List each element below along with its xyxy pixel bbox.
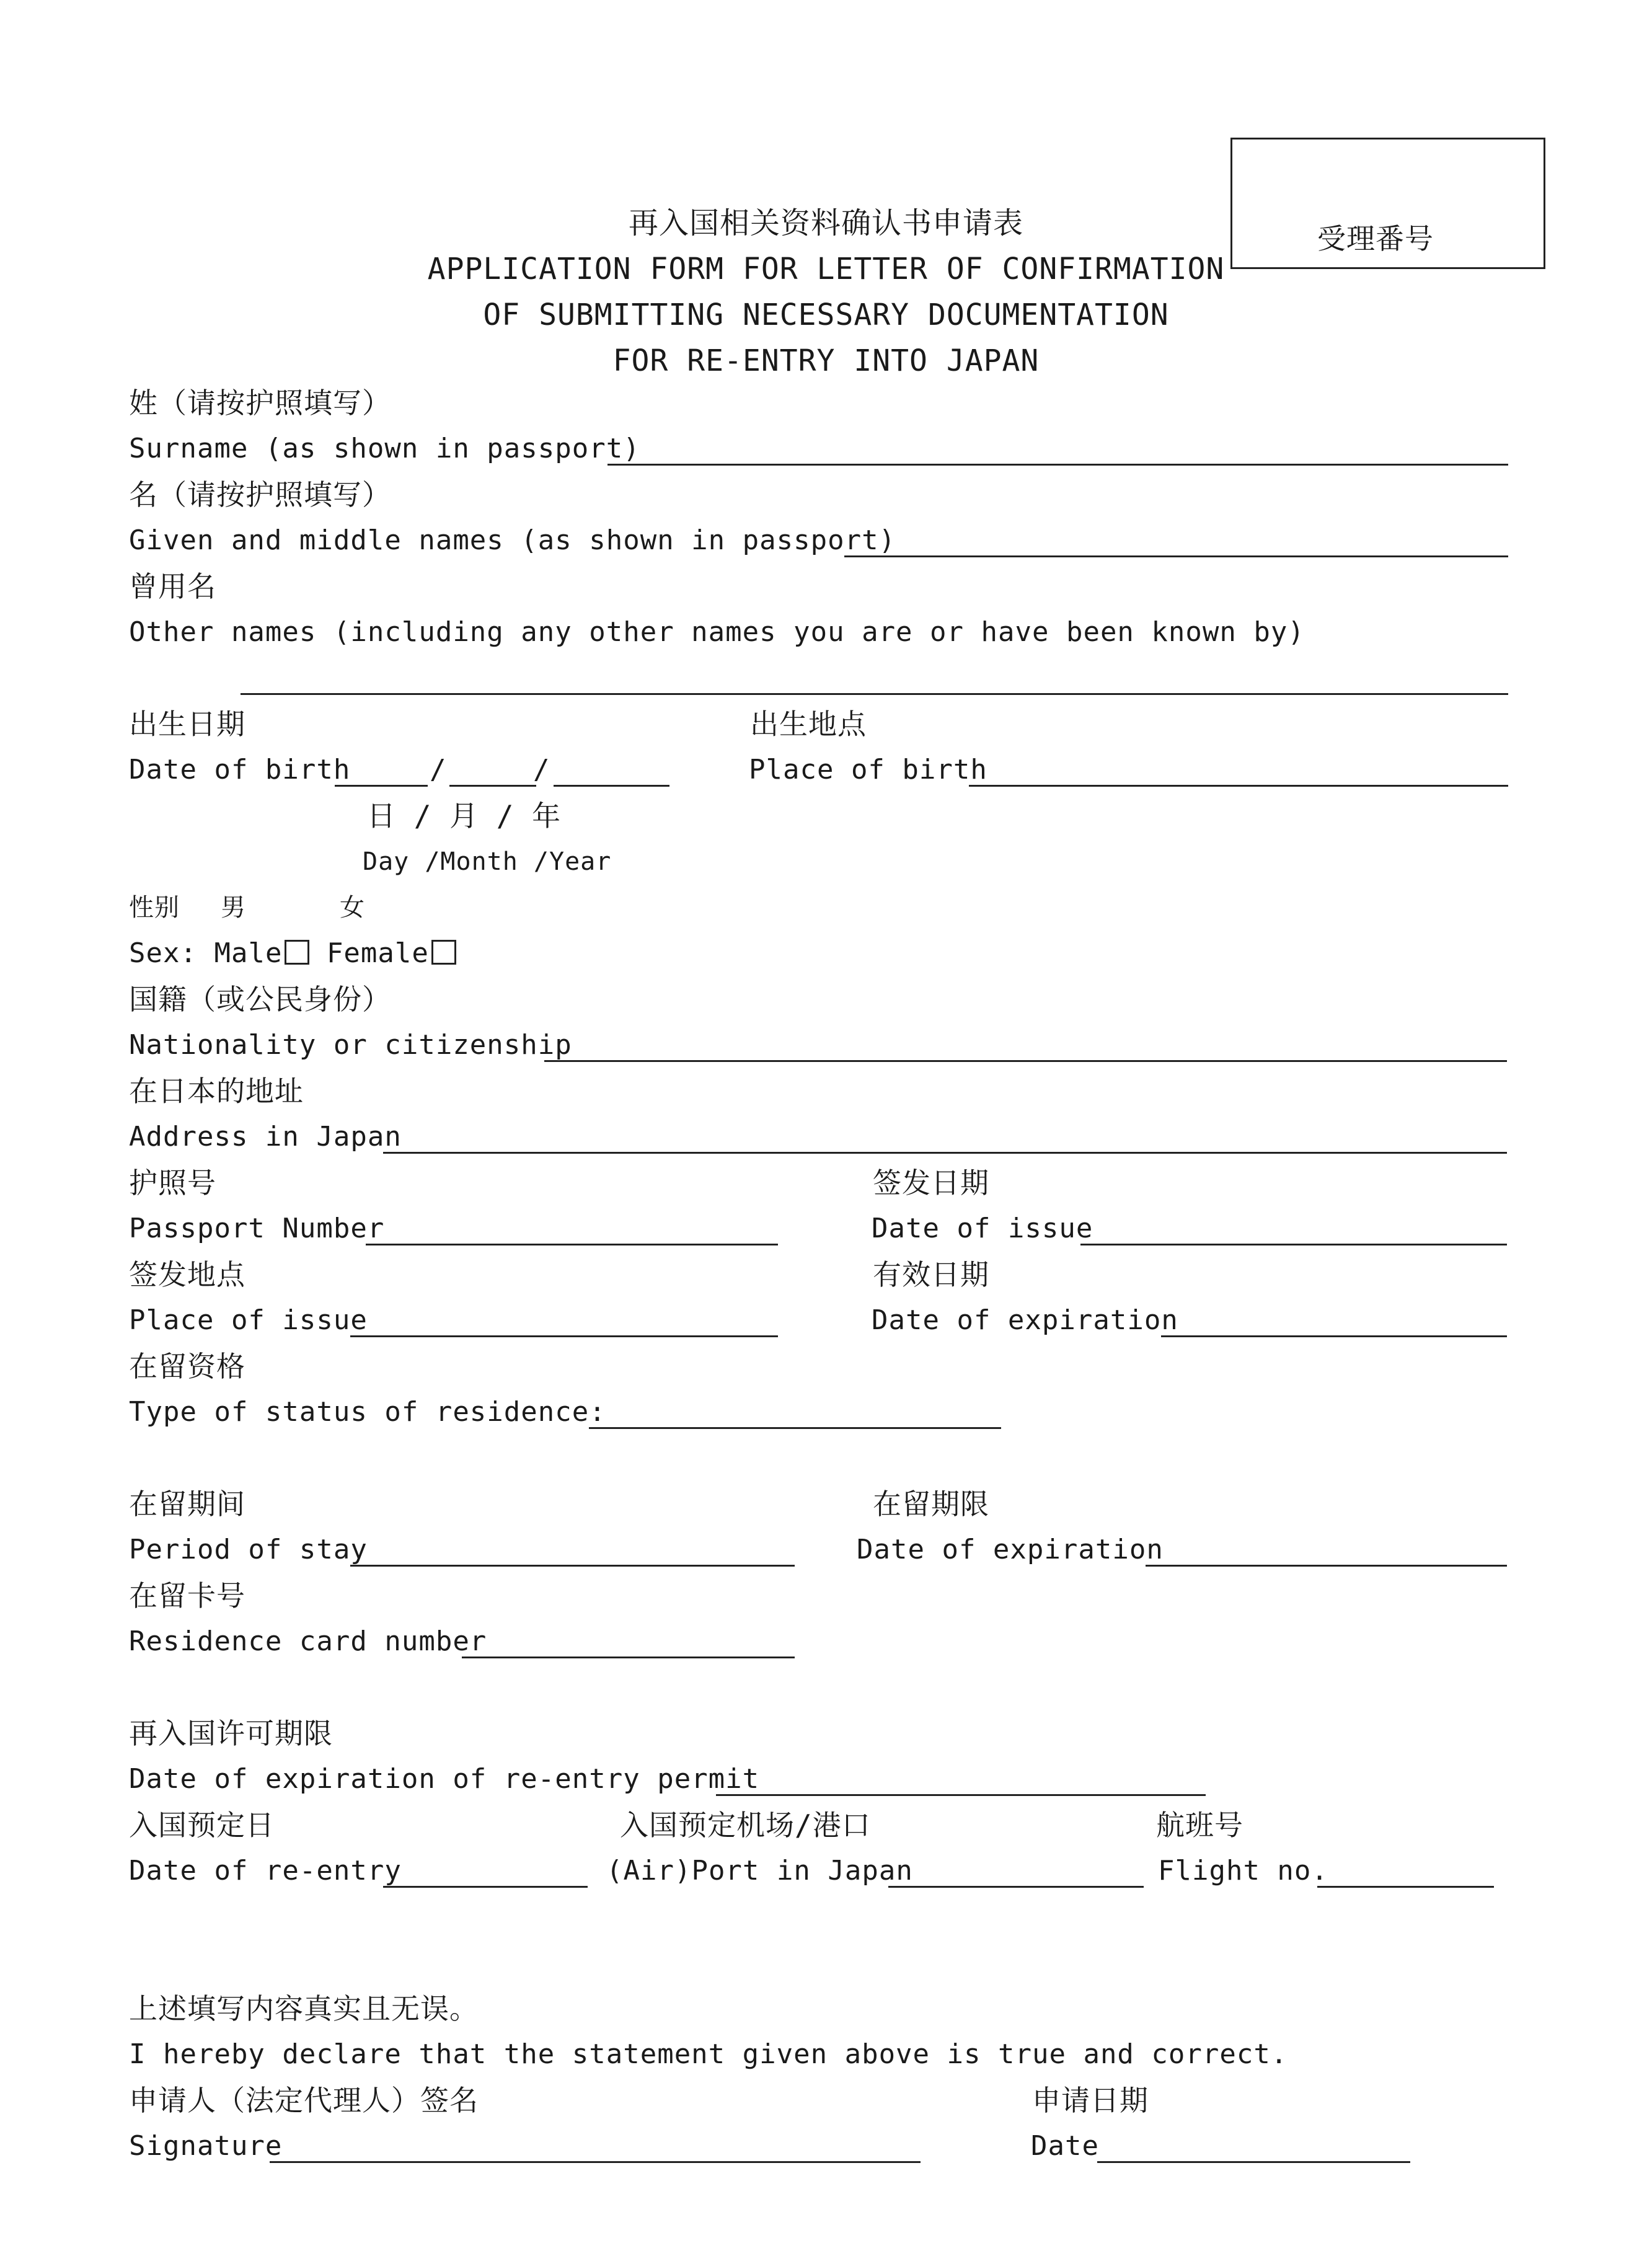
dob-format-en: Day /Month /Year — [363, 847, 612, 876]
sex-female-cn: 女 — [340, 893, 365, 922]
reentry-permit-field[interactable] — [716, 1794, 1206, 1796]
date-of-issue-label: Date of issue — [872, 1213, 1093, 1244]
passport-expiration-label: Date of expiration — [872, 1304, 1178, 1336]
stay-expiration-field[interactable] — [1146, 1565, 1507, 1567]
dob-label-cn: 出生日期 — [129, 707, 245, 741]
passport-expiration-field[interactable] — [1161, 1335, 1507, 1337]
reentry-permit-label-cn: 再入国许可期限 — [129, 1717, 333, 1750]
dob-separator-2: / — [533, 754, 550, 785]
pob-label: Place of birth — [749, 754, 987, 785]
port-field[interactable] — [888, 1886, 1144, 1888]
passport-number-label: Passport Number — [129, 1213, 385, 1244]
form-title-line2: OF SUBMITTING NECESSARY DOCUMENTATION — [483, 298, 1169, 332]
stay-expiration-label: Date of expiration — [857, 1534, 1164, 1565]
reentry-date-label-cn: 入国预定日 — [129, 1808, 275, 1842]
reentry-date-label: Date of re-entry — [129, 1855, 402, 1887]
reentry-permit-label: Date of expiration of re-entry permit — [129, 1763, 760, 1795]
receipt-number-label: 受理番号 — [1317, 222, 1434, 255]
sex-row — [129, 935, 456, 972]
port-label-cn: 入国预定机场/港口 — [620, 1808, 871, 1842]
given-names-label: Given and middle names (as shown in passport) — [129, 524, 896, 556]
period-of-stay-label-cn: 在留期间 — [129, 1487, 245, 1521]
given-names-field[interactable] — [844, 555, 1508, 557]
dob-month-field[interactable] — [449, 785, 536, 787]
sex-label-cn: 性别 — [129, 893, 180, 922]
application-date-label: Date — [1031, 2130, 1099, 2162]
sex-male-label: Male — [214, 937, 283, 969]
address-label: Address in Japan — [129, 1121, 402, 1152]
place-of-issue-field[interactable] — [350, 1335, 778, 1337]
residence-card-label-cn: 在留卡号 — [129, 1579, 245, 1612]
date-of-issue-field[interactable] — [1080, 1244, 1507, 1245]
stay-expiration-label-cn: 在留期限 — [873, 1487, 989, 1521]
date-of-issue-label-cn: 签发日期 — [873, 1166, 989, 1200]
place-of-issue-label-cn: 签发地点 — [129, 1258, 245, 1291]
flight-field[interactable] — [1317, 1886, 1494, 1888]
surname-field[interactable] — [607, 464, 1508, 466]
other-names-field[interactable] — [241, 693, 1508, 695]
sex-female-label: Female — [326, 937, 429, 969]
flight-label-cn: 航班号 — [1156, 1808, 1243, 1842]
dob-day-field[interactable] — [335, 785, 428, 787]
nationality-label-cn: 国籍（或公民身份） — [129, 983, 391, 1016]
declaration-en: I hereby declare that the statement given above is true and correct. — [129, 2038, 1288, 2070]
form-title-line1: APPLICATION FORM FOR LETTER OF CONFIRMATION — [427, 252, 1225, 286]
sex-male-checkbox[interactable] — [285, 940, 309, 965]
address-label-cn: 在日本的地址 — [129, 1074, 304, 1108]
application-date-label-cn: 申请日期 — [1032, 2084, 1149, 2117]
status-type-label: Type of status of residence: — [129, 1396, 606, 1428]
passport-expiration-label-cn: 有效日期 — [873, 1258, 989, 1291]
place-of-issue-label: Place of issue — [129, 1304, 368, 1336]
pob-field[interactable] — [969, 785, 1508, 787]
address-field[interactable] — [383, 1152, 1507, 1154]
given-names-label-cn: 名（请按护照填写） — [129, 478, 391, 511]
reentry-date-field[interactable] — [383, 1886, 588, 1888]
surname-label-cn: 姓（请按护照填写） — [129, 386, 391, 420]
period-of-stay-label: Period of stay — [129, 1534, 368, 1565]
sex-female-checkbox[interactable] — [431, 940, 456, 965]
form-title-cn: 再入国相关资料确认书申请表 — [628, 206, 1023, 241]
port-label: (Air)Port in Japan — [606, 1855, 913, 1887]
form-title-line3: FOR RE-ENTRY INTO JAPAN — [612, 343, 1040, 378]
dob-format-cn: 日 / 月 / 年 — [367, 799, 562, 833]
status-type-field[interactable] — [589, 1427, 1001, 1429]
signature-label-cn: 申请人（法定代理人）签名 — [129, 2084, 479, 2117]
passport-number-label-cn: 护照号 — [129, 1166, 216, 1200]
signature-field[interactable] — [270, 2161, 921, 2163]
flight-label: Flight no. — [1158, 1855, 1328, 1887]
dob-separator-1: / — [430, 754, 447, 785]
nationality-label: Nationality or citizenship — [129, 1029, 572, 1061]
other-names-label: Other names (including any other names you are or have been known by) — [129, 616, 1305, 648]
application-date-field[interactable] — [1097, 2161, 1410, 2163]
sex-male-cn: 男 — [221, 893, 246, 922]
residence-card-field[interactable] — [462, 1657, 795, 1658]
nationality-field[interactable] — [544, 1060, 1507, 1062]
dob-label: Date of birth — [129, 754, 351, 785]
pob-label-cn: 出生地点 — [750, 707, 867, 741]
passport-number-field[interactable] — [366, 1244, 778, 1245]
residence-card-label: Residence card number — [129, 1626, 487, 1657]
signature-label: Signature — [129, 2130, 283, 2162]
period-of-stay-field[interactable] — [350, 1565, 795, 1567]
declaration-cn: 上述填写内容真实且无误。 — [129, 1992, 479, 2025]
surname-label: Surname (as shown in passport) — [129, 433, 640, 464]
other-names-label-cn: 曾用名 — [129, 570, 216, 603]
dob-year-field[interactable] — [554, 785, 669, 787]
sex-label: Sex: — [129, 937, 197, 969]
status-type-label-cn: 在留资格 — [129, 1350, 245, 1383]
